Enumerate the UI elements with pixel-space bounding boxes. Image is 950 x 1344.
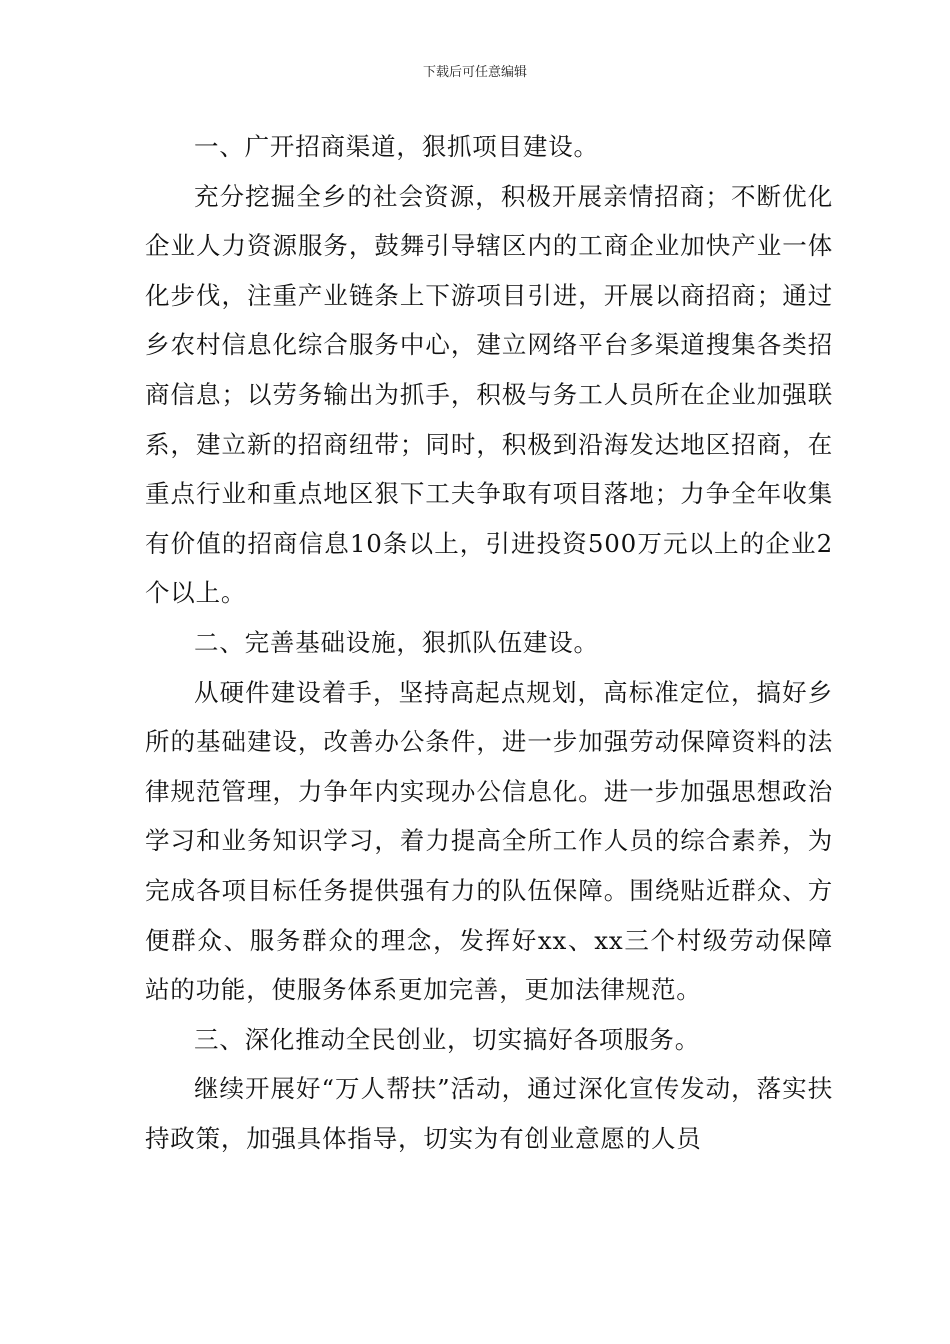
- section-1-paragraph: 充分挖掘全乡的社会资源，积极开展亲情招商；不断优化企业人力资源服务，鼓舞引导辖区内的工商企业加快产业一体化步伐，注重产业链条上下游项目引进，开展以商招商；通过乡农村信息化综合服务中心，建立网络平台多渠道搜集各类招商信息；以劳务输出为抓手，积极与务工人员所在企业加强联系，建立新的招商纽带；同时，积极到沿海发达地区招商，在重点行业和重点地区狠下工夫争取有项目落地；力争全年收集有价值的招商信息10条以上，引进投资500万元以上的企业2个以上。: [145, 181, 833, 608]
- header-note: 下载后可任意编辑: [422, 65, 527, 80]
- section-1-heading: 一、广开招商渠道，狠抓项目建设。: [194, 132, 599, 161]
- section-2-heading: 二、完善基础设施，狠抓队伍建设。: [194, 627, 599, 657]
- section-2-paragraph: 从硬件建设着手，坚持高起点规划，高标准定位，搞好乡所的基础建设，改善办公条件，进一步加强劳动保障资料的法律规范管理，力争年内实现办公信息化。进一步加强思想政治学习和业务知识学习，着力提高全所工作人员的综合素养，为完成各项目标任务提供强有力的队伍保障。围绕贴近群众、方便群众、服务群众的理念，发挥好xx、xx三个村级劳动保障站的功能，使服务体系更加完善，更加法律规范。: [145, 677, 833, 1005]
- document-body: [145, 122, 833, 1163]
- section-3-paragraph: 继续开展好“万人帮扶”活动，通过深化宣传发动，落实扶持政策，加强具体指导，切实为有创业意愿的人员: [145, 1074, 833, 1153]
- section-3-heading: 三、深化推动全民创业，切实搞好各项服务。: [194, 1024, 700, 1054]
